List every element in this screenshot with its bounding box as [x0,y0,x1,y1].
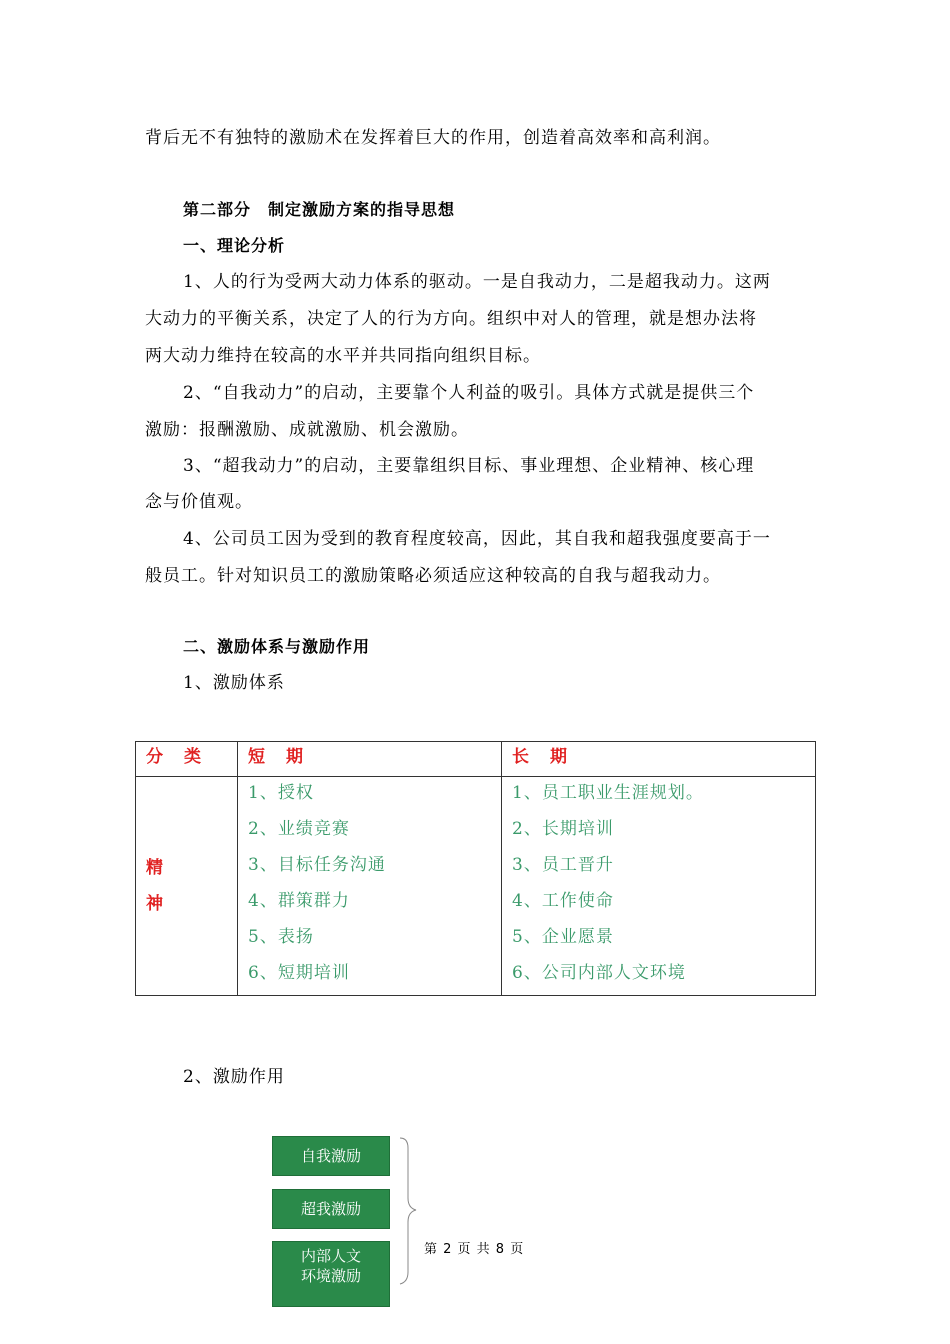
paragraph-1-line-3: 两大动力维持在较高的水平并共同指向组织目标。 [145,346,541,366]
short-item: 5、表扬 [248,927,314,947]
category-spiritual [136,777,238,996]
subsection1-title: 1、激励体系 [183,673,285,693]
short-item: 6、短期培训 [248,963,350,983]
culture-box-line-2: 环境激励 [300,1267,361,1285]
subsection2-title: 2、激励作用 [183,1067,285,1087]
paragraph-1-line-2: 大动力的平衡关系，决定了人的行为方向。组织中对人的管理，就是想办法将 [145,309,757,329]
category-char-1: 精 [146,858,163,878]
paragraph-4-line-1: 4、公司员工因为受到的教育程度较高，因此，其自我和超我强度要高于一 [183,529,771,549]
paragraph-2-line-2: 激励：报酬激励、成就激励、机会激励。 [145,420,469,440]
intro-line: 背后无不有独特的激励术在发挥着巨大的作用，创造着高效率和高利润。 [145,128,721,148]
paragraph-3-line-1: 3、“超我动力”的启动，主要靠组织目标、事业理想、企业精神、核心理 [183,456,755,476]
header-long-term: 长 期 [502,742,816,777]
paragraph-2-line-1: 2、“自我动力”的启动，主要靠个人利益的吸引。具体方式就是提供三个 [183,383,755,403]
section2-title: 二、激励体系与激励作用 [183,637,371,656]
short-term-list [238,777,502,996]
long-item: 1、员工职业生涯规划。 [512,783,704,803]
section1-title: 一、理论分析 [183,236,286,255]
short-item: 2、业绩竞赛 [248,819,350,839]
table-header-row [136,742,816,777]
superego-motivation-box: 超我激励 [272,1189,390,1229]
header-short-term: 短 期 [238,742,502,777]
long-item: 3、员工晋升 [512,855,614,875]
long-item: 6、公司内部人文环境 [512,963,686,983]
short-item: 1、授权 [248,783,314,803]
short-item: 3、目标任务沟通 [248,855,386,875]
page-footer: 第 2 页 共 8 页 [424,1242,525,1257]
paragraph-3-line-2: 念与价值观。 [145,492,253,512]
long-item: 2、长期培训 [512,819,614,839]
long-term-list [502,777,816,996]
right-brace-icon [398,1136,422,1286]
paragraph-4-line-2: 般员工。针对知识员工的激励策略必须适应这种较高的自我与超我动力。 [145,566,721,586]
self-motivation-box: 自我激励 [272,1136,390,1176]
long-item: 4、工作使命 [512,891,614,911]
short-item: 4、群策群力 [248,891,350,911]
incentive-system-table [135,741,816,996]
part2-title: 第二部分 制定激励方案的指导思想 [183,200,456,219]
paragraph-1-line-1: 1、人的行为受两大动力体系的驱动。一是自我动力，二是超我动力。这两 [183,272,771,292]
header-category: 分 类 [136,742,238,777]
table-row-spiritual [136,777,816,996]
culture-motivation-box [272,1241,390,1307]
culture-box-line-1: 内部人文 [300,1247,361,1265]
category-char-2: 神 [146,894,163,914]
long-item: 5、企业愿景 [512,927,614,947]
